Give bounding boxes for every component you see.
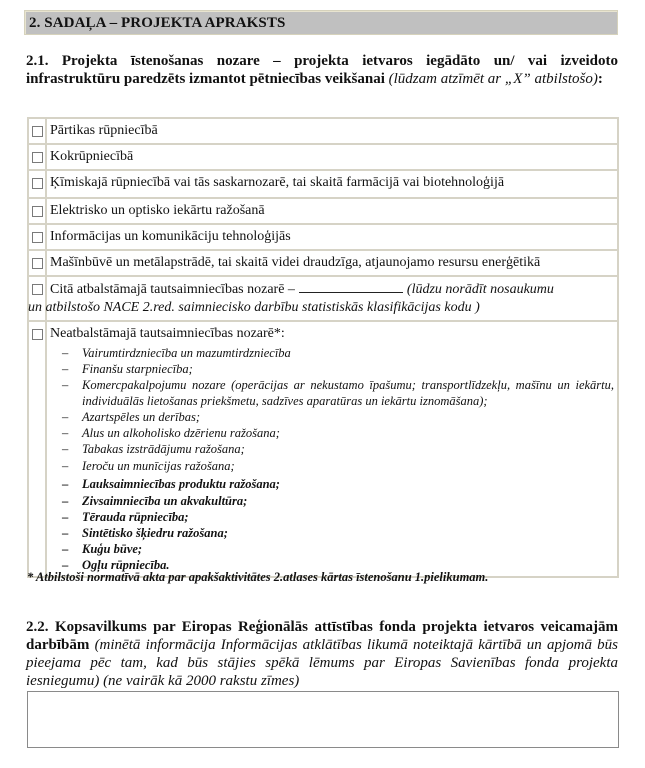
unsupported-sector-item	[60, 541, 614, 557]
other-sector-input[interactable]	[299, 280, 403, 293]
unsupported-sector-item	[60, 345, 614, 361]
option-label: Kokrūpniecībā	[46, 144, 618, 170]
option-label: Elektrisko un optisko iekārtu ražošanā	[46, 198, 618, 224]
dash-bullet: –	[62, 442, 69, 456]
other-option-cell	[28, 276, 618, 321]
unsupported-sector-item	[60, 409, 614, 425]
option-label: Ķīmiskajā rūpniecībā vai tās saskarnozarē, tai skaitā farmācijā vai biotehnoloģijā	[46, 170, 618, 198]
unsupported-sector-item	[60, 457, 614, 475]
unsupported-sector-text: Ieroču un munīcijas ražošana;	[82, 459, 235, 473]
unsupported-sector-text: Tērauda rūpniecība;	[82, 510, 189, 524]
unsupported-sector-item	[60, 475, 614, 493]
question-number: 2.1.	[26, 53, 49, 69]
option-row-6	[28, 250, 618, 276]
option-row-unsupported	[28, 321, 618, 577]
dash-bullet: –	[62, 510, 69, 524]
dash-bullet: –	[62, 362, 69, 376]
footnote: * Atbilstoši normatīvā akta par apakšaktivitātes 2.atlases kārtas īstenošanu 1.pielikumam.	[27, 570, 489, 584]
question-2-2-heading	[26, 618, 618, 690]
option-checkbox-1[interactable]	[32, 126, 43, 137]
option-row-1	[28, 118, 618, 144]
unsupported-sector-text: Ogļu rūpniecība.	[82, 558, 170, 572]
unsupported-option-label: Neatbalstāmajā tautsaimniecības nozarē*:	[50, 326, 285, 341]
other-option-label: Citā atbalstāmajā tautsaimniecības nozarē –	[50, 282, 295, 297]
question-number: 2.2.	[26, 619, 49, 635]
dash-bullet: –	[62, 346, 69, 360]
industry-options-table	[27, 117, 619, 578]
unsupported-sector-item	[60, 509, 614, 525]
unsupported-sector-item	[60, 493, 614, 509]
unsupported-sector-text: Lauksaimniecības produktu ražošana;	[82, 477, 280, 491]
checkbox-cell	[28, 198, 46, 224]
dash-bullet: –	[62, 494, 69, 508]
option-checkbox-3[interactable]	[32, 178, 43, 189]
dash-bullet: –	[62, 410, 69, 424]
project-summary-textarea[interactable]	[27, 691, 619, 748]
dash-bullet: –	[62, 477, 69, 491]
option-row-other	[28, 276, 618, 321]
checkbox-cell	[28, 170, 46, 198]
unsupported-sector-item	[60, 361, 614, 377]
dash-bullet: –	[62, 426, 69, 440]
option-label: Pārtikas rūpniecībā	[46, 118, 618, 144]
option-checkbox-6[interactable]	[32, 258, 43, 269]
checkbox-cell	[28, 144, 46, 170]
checkbox-cell	[28, 321, 46, 577]
dash-bullet: –	[62, 542, 69, 556]
option-row-3	[28, 170, 618, 198]
dash-bullet: –	[62, 526, 69, 540]
option-row-4	[28, 198, 618, 224]
option-label: Mašīnbūvē un metālapstrādē, tai skaitā videi draudzīga, atjaunojamo resursu enerģētikā	[46, 250, 618, 276]
question-hint: (lūdzam atzīmēt ar „X” atbilstošo)	[388, 71, 598, 87]
unsupported-sector-text: Kuģu būve;	[82, 542, 143, 556]
question-title: Kopsavilkums par Eiropas Reģionālās attīstības fonda projekta ietvaros veicamajām darbībām	[26, 619, 618, 653]
unsupported-option-cell	[46, 321, 618, 577]
unsupported-sector-text: Tabakas izstrādājumu ražošana;	[82, 442, 245, 456]
question-title: Projekta īstenošanas nozare – projekta ietvaros iegādāto un/ vai izveidoto infrastruktūru paredzēts izmantot pētniecības veikšanai	[26, 53, 618, 87]
unsupported-sector-text: Sintētisko šķiedru ražošana;	[82, 526, 228, 540]
option-checkbox-5[interactable]	[32, 232, 43, 243]
dash-bullet: –	[62, 459, 69, 473]
unsupported-sector-text: Finanšu starpniecība;	[82, 362, 193, 376]
question-hint: (minētā informācija Informācijas atklātības likumā noteiktajā kārtībā un apjomā būs pieejama pēc tam, kad būs stājies spēkā lēmums par Eiropas Savienības fonda projekta iesniegumu) (ne vairāk kā 2000 rakstu zīmes)	[26, 637, 619, 689]
section-title: 2. SADAĻA – PROJEKTA APRAKSTS	[24, 10, 618, 35]
unsupported-sector-item	[60, 525, 614, 541]
option-checkbox-2[interactable]	[32, 152, 43, 163]
option-label: Informācijas un komunikāciju tehnoloģijās	[46, 224, 618, 250]
option-row-2	[28, 144, 618, 170]
option-checkbox-other[interactable]	[32, 284, 43, 295]
checkbox-cell	[28, 224, 46, 250]
other-option-hint-line2: un atbilstošo NACE 2.red. saimniecisko darbību statistiskās klasifikācijas kodu )	[28, 300, 480, 315]
option-checkbox-4[interactable]	[32, 206, 43, 217]
question-2-1-heading	[26, 52, 618, 88]
question-trailing: :	[597, 71, 603, 87]
other-option-hint: (lūdzu norādīt nosaukumu	[406, 282, 554, 297]
unsupported-sector-item	[60, 425, 614, 441]
dash-bullet: –	[62, 558, 69, 572]
option-row-5	[28, 224, 618, 250]
unsupported-sector-text: Alus un alkoholisko dzērienu ražošana;	[82, 426, 280, 440]
unsupported-sector-item	[60, 377, 614, 409]
checkbox-cell	[28, 118, 46, 144]
checkbox-cell	[28, 250, 46, 276]
unsupported-sector-text: Vairumtirdzniecība un mazumtirdzniecība	[82, 346, 291, 360]
unsupported-sector-item	[60, 441, 614, 457]
unsupported-sector-text: Komercpakalpojumu nozare (operācijas ar nekustamo īpašumu; transportlīdzekļu, mašīnu un iekārtu, individuālās lietošanas priekšmetu, sadzīves aparatūras un iekārtu iznomāšana);	[82, 378, 614, 408]
dash-bullet: –	[62, 378, 69, 392]
option-checkbox-unsupported[interactable]	[32, 329, 43, 340]
unsupported-sector-text: Azartspēles un derības;	[82, 410, 201, 424]
unsupported-sector-text: Zivsaimniecība un akvakultūra;	[82, 494, 248, 508]
unsupported-sector-list	[50, 345, 614, 573]
